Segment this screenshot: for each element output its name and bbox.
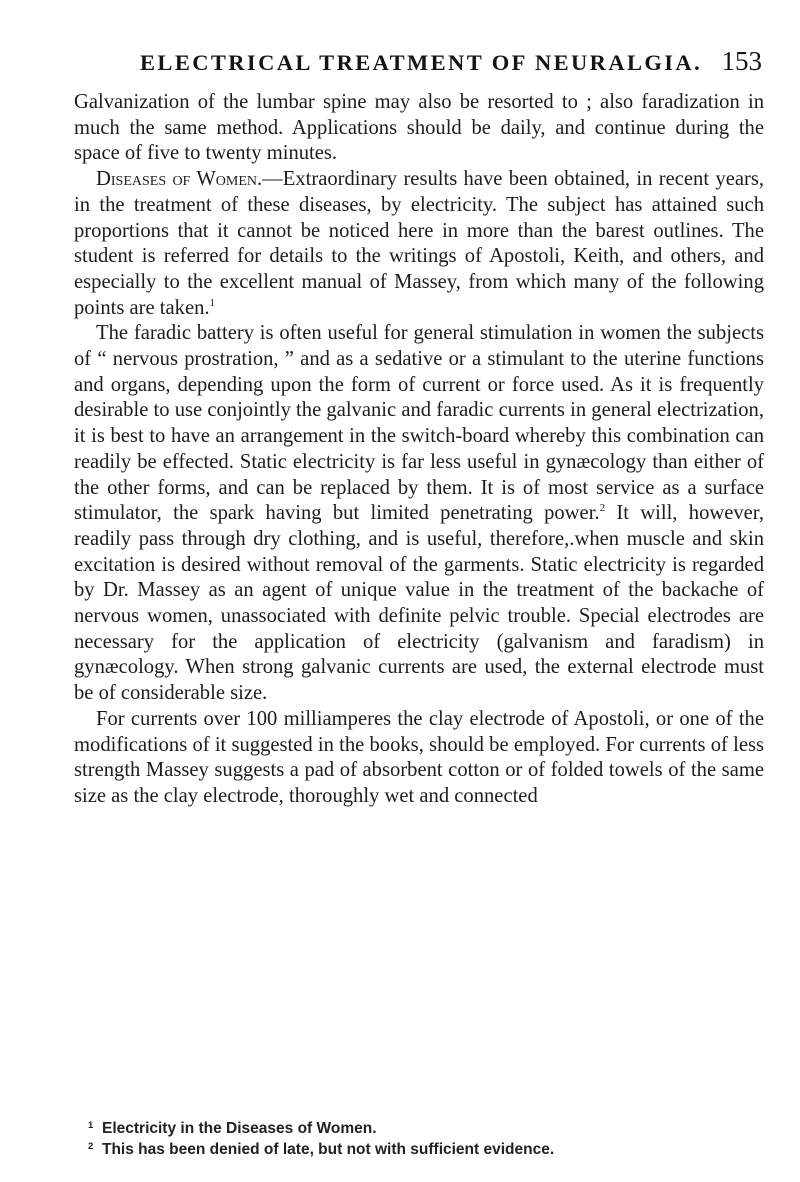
running-title: ELECTRICAL TREATMENT OF NEURALGIA. — [140, 50, 703, 75]
paragraph-faradic-text-b: It will, however, readily pass through dry clothing, and is useful, therefore,.when muscle and skin excitation is desired without removal of the garments. Static electricity is regarded by Dr. Massey as an agent of unique value in the treatment of the backache of nervous women, unassociated with definite pelvic trouble. Special electrodes are necessary for the application of electricity (galvanism and faradism) in gynæcology. When strong galvanic currents are used, the external electrode must be of considerable size. — [74, 502, 764, 705]
footnote-2 — [74, 1140, 764, 1161]
body-text — [74, 90, 764, 810]
running-header — [140, 46, 762, 77]
footnote-2-mark: 2 — [88, 1140, 94, 1152]
footnote-2-text: This has been denied of late, but not with sufficient evidence. — [102, 1140, 555, 1158]
paragraph-galvanization: Galvanization of the lumbar spine may also be resorted to ; also faradization in much the same method. Applications should be daily, and continue during the space of five to twenty minutes. — [74, 91, 764, 165]
footnotes — [74, 1119, 764, 1160]
footnote-1-text: Electricity in the Diseases of Women. — [102, 1120, 377, 1137]
footnote-ref-2: 2 — [599, 502, 606, 515]
footnote-1 — [74, 1119, 764, 1140]
paragraph-faradic-text-a: The faradic battery is often useful for general stimulation in women the subjects of “ nervous prostration, ” and as a sedative or a stimulant to the uterine functions and organs, depending upon the form of current or force used. As it is frequently desirable to use conjointly the galvanic and faradic currents in general electrization, it is best to have an arrangement in the switch-board whereby this combination can readily be effected. Static electricity is far less useful in gynæcology than either of the other forms, and can be replaced by them. It is of most service as a surface stimulator, the spark having but limited penetrating power. — [74, 322, 764, 525]
footnote-1-mark: 1 — [88, 1120, 94, 1131]
paragraph-diseases-of-women — [74, 167, 764, 321]
paragraph-faradic-battery — [74, 321, 764, 707]
paragraph-diseases-text: —Extraordinary results have been obtained, in recent years, in the treatment of these diseases, by electricity. The subject has attained such proportions that it cannot be noticed here in more than the barest outlines. The student is referred for details to the writings of Apostoli, Keith, and others, and especially to the excellent manual of Massey, from which many of the following points are taken. — [74, 168, 764, 319]
section-heading-diseases-of-women: Diseases of Women. — [96, 168, 263, 191]
page-number: 153 — [721, 46, 762, 76]
footnote-ref-1: 1 — [209, 296, 216, 309]
paragraph-clay-electrode: For currents over 100 milliamperes the clay electrode of Apostoli, or one of the modifications of it suggested in the books, should be employed. For currents of less strength Massey suggests a pad of absorbent cotton or of folded towels of the same size as the clay electrode, thoroughly wet and connected — [74, 707, 764, 807]
